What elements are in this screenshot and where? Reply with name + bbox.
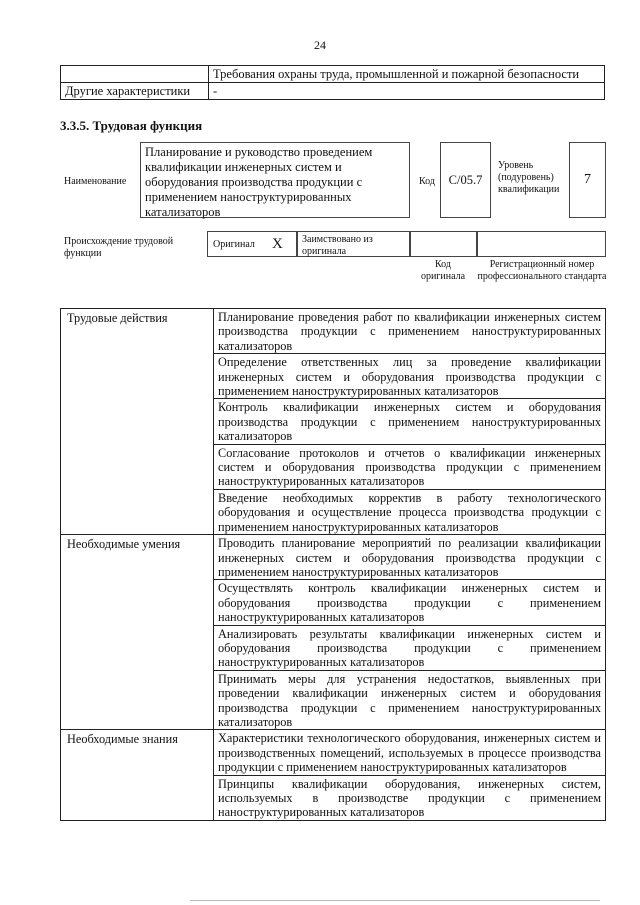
top-characteristics-table [60,65,605,100]
reg-caption: Регистрационный номер профессионального стандарта [477,259,607,282]
code-label: Код [419,176,435,187]
table-row [61,535,606,580]
code-box [440,142,491,218]
original-mark: X [272,236,283,252]
original-label: Оригинал [213,239,255,250]
section-title: 3.3.5. Трудовая функция [60,118,203,133]
page-number: 24 [314,38,326,52]
name-label: Наименование [64,176,127,187]
level-box [569,142,606,218]
function-name-box [140,142,410,218]
list-item: Осуществлять контроль квалификации инженерных систем и оборудования производства продукции с применением наноструктурированных катализаторов [214,580,606,625]
section-label: Необходимые знания [61,730,214,820]
table-row [61,66,605,83]
list-item: Планирование проведения работ по квалификации инженерных систем производства продукции с применением наноструктурированных катализаторов [214,309,606,354]
list-item: Анализировать результаты квалификации инженерных систем и оборудования производства продукции с применением наноструктурированных катализаторов [214,625,606,670]
list-item: Определение ответственных лиц за проведение квалификации инженерных систем и оборудования производства продукции с применением наноструктурированных катализаторов [214,354,606,399]
section-label: Необходимые умения [61,535,214,730]
list-item: Контроль квалификации инженерных систем и оборудования производства продукции с применением наноструктурированных катализаторов [214,399,606,444]
original-code-box [410,231,477,257]
list-item: Характеристики технологического оборудования, инженерных систем и производственных помещений, используемых в процессе производства продукции с применением наноструктурированных катализаторов [214,730,606,775]
code-caption: Код оригинала [420,259,466,282]
origin-label: Происхождение трудовой функции [64,236,174,259]
function-details-table [60,308,606,821]
list-item: Введение необходимых корректив в работу технологического оборудования и осуществление процесса производства продукции с применением наноструктурированных катализаторов [214,489,606,534]
table-row [61,83,605,100]
list-item: Проводить планирование мероприятий по реализации квалификации инженерных систем и оборудования производства продукции с применением наноструктурированных катализаторов [214,535,606,580]
original-box [207,231,297,257]
list-item: Согласование протоколов и отчетов о квалификации инженерных систем и оборудования производства продукции с применением наноструктурированных катализаторов [214,444,606,489]
function-name: Планирование и руководство проведением квалификации инженерных систем и оборудования производства продукции с применением наноструктурированных катализаторов [145,145,373,219]
table-row [61,730,606,775]
row-value: Требования охраны труда, промышленной и пожарной безопасности [209,66,605,83]
row-label: Другие характеристики [61,83,209,100]
code-value: С/05.7 [448,172,483,187]
row-label [61,66,209,83]
level-label: Уровень (подуровень) квалификации [498,160,560,195]
reg-number-box [477,231,606,257]
table-row [61,309,606,354]
list-item: Принимать меры для устранения недостатков, выявленных при проведении квалификации инженерных систем и оборудования производства продукции с применением наноструктурированных катализаторов [214,670,606,730]
row-value: - [209,83,605,100]
list-item: Принципы квалификации оборудования, инженерных систем, используемых в производстве продукции с применением наноструктурированных катализаторов [214,775,606,820]
level-value: 7 [584,172,591,187]
borrowed-label: Заимствовано из оригинала [302,234,373,257]
scan-edge-line [190,900,600,901]
borrowed-box [297,231,410,257]
section-label: Трудовые действия [61,309,214,535]
